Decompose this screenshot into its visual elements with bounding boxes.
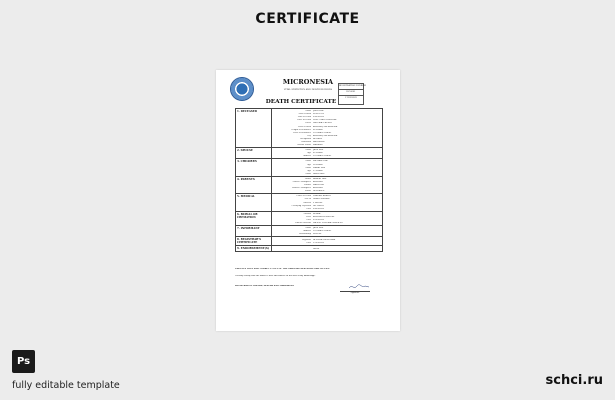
editable-note: fully editable template [12, 380, 120, 391]
form-section [236, 109, 382, 148]
field-row [273, 155, 381, 158]
field-label: Place of Birth [297, 125, 311, 128]
field-value: NATURAL CAUSES [313, 122, 332, 125]
field-label: Occupation [300, 137, 311, 140]
field-row [273, 222, 381, 225]
field-label: Cause [305, 122, 311, 125]
field-value: 2 HOURS [313, 201, 323, 204]
page-title: CERTIFICATE [255, 11, 360, 27]
section-label: 2. SPOUSE [236, 148, 272, 158]
field-value: KOLONIA, MICRONESIA [313, 134, 338, 137]
brand-watermark: schci.ru [545, 373, 603, 388]
field-value: 123 MAIN STREET [313, 155, 332, 158]
field-label: Education [301, 140, 311, 143]
field-label: Date of Birth [298, 113, 311, 116]
field-value: 123 MAIN STREET [313, 131, 332, 134]
footer-statement: THIS IS A TRUE AND CORRECT COPY OF THE ORIGINAL DEATH RECORD ON FILE [235, 268, 330, 270]
section-body [272, 194, 382, 210]
field-value: 123 MAIN STREET [313, 230, 332, 233]
field-label: Father's Birthplace [292, 181, 311, 184]
document-title: DEATH CERTIFICATE [265, 99, 337, 105]
field-value: 62 YEARS [313, 152, 323, 155]
footer-certification: I hereby certify that the above is true and correct to the best of my knowledge. [235, 275, 316, 277]
field-value: DECEASED [313, 190, 325, 193]
section-label: 1. DECEASED [236, 109, 272, 147]
section-body [272, 246, 382, 251]
field-row [273, 190, 381, 193]
section-body [272, 212, 382, 225]
field-label: Marital Status [297, 144, 311, 147]
section-label: 5. MEDICAL [236, 194, 272, 210]
field-label: Date [306, 219, 311, 222]
field-label: Date of Death [297, 116, 311, 119]
field-row [273, 233, 381, 236]
section-label: 8. REGISTRAR'S CERTIFICATE [236, 237, 272, 245]
country-name: MICRONESIA [282, 78, 334, 86]
field-label: Name [305, 172, 311, 175]
field-row [273, 247, 381, 250]
field-label: Date [306, 241, 311, 244]
section-body [272, 148, 382, 158]
field-value: SPOUSE [313, 233, 322, 236]
field-label: Name [305, 149, 311, 152]
field-label: Registrar [301, 238, 311, 241]
signature-icon [348, 284, 370, 290]
field-label: Due to [304, 198, 311, 201]
field-label: Name [305, 110, 311, 113]
field-value: CIVIC STATE HOSPITAL [313, 119, 337, 122]
field-label: Place of Residence [292, 131, 311, 134]
field-value: MARRIED [313, 144, 323, 147]
field-value: 01/01/1956 [313, 113, 324, 116]
field-label: Father [304, 177, 311, 180]
field-label: Mother [303, 184, 311, 187]
field-value: DAVID DOE [313, 172, 325, 175]
field-value: 03/03/2022 [313, 116, 324, 119]
field-value: KOLONIA CEMETERY [313, 215, 335, 218]
field-label: Status [304, 190, 311, 193]
section-label: 3. CHILDREN [236, 159, 272, 175]
section-body [272, 109, 382, 147]
field-value: HEART DISEASE [313, 198, 330, 201]
certificate-document [216, 70, 400, 331]
field-label: Funeral Director [294, 222, 311, 225]
field-label: Mother's Birthplace [291, 187, 311, 190]
field-value: JOHN DOE [313, 110, 324, 113]
field-label: Age [307, 163, 311, 166]
field-label: Certifying Physician [291, 204, 311, 207]
field-value: 38 YEARS [313, 163, 323, 166]
field-label: Length of Residence [291, 128, 311, 131]
field-value: OFFICIAL REGISTRAR [313, 238, 336, 241]
form-section [236, 148, 382, 159]
registration-number: DC-0001 [339, 89, 363, 93]
seal-icon [230, 77, 254, 101]
field-value: 35 YEARS [313, 169, 323, 172]
field-value: BACHELOR [313, 140, 325, 143]
field-value: 17/03/2022 [313, 241, 324, 244]
field-value: PACIFIC FUNERAL SERVICES [313, 222, 343, 225]
field-value: MARY DOE [313, 184, 324, 187]
form-section [236, 246, 382, 251]
field-value: KOLONIA, MICRONESIA [313, 125, 338, 128]
field-value: DR. SMITH [313, 204, 325, 207]
field-label: Date [306, 207, 311, 210]
footer-registrar: REGISTRAR OF BIRTHS, DEATHS AND MARRIAGES [235, 285, 294, 287]
section-label: 7. INFORMANT [236, 226, 272, 236]
form-section [236, 226, 382, 237]
section-body [272, 159, 382, 175]
field-label: Method [303, 212, 311, 215]
field-value: JANE DOE [313, 227, 324, 230]
field-value: JANE DOE [313, 149, 324, 152]
field-row [273, 144, 381, 147]
form-section [236, 237, 382, 246]
section-body [272, 237, 382, 245]
field-label: Place [305, 215, 311, 218]
section-label: 9. ENDORSEMENT(S) [236, 246, 272, 251]
section-label: 4. PARENTS [236, 177, 272, 193]
section-body [272, 177, 382, 193]
field-value: KOLONIA [313, 181, 323, 184]
field-label: Place of Death [297, 119, 311, 122]
field-value: 03/03/2022 [313, 207, 324, 210]
section-body [272, 226, 382, 236]
field-value: NONE [313, 247, 320, 250]
field-label: Cause of Death [296, 195, 311, 198]
field-value: RETIRED [313, 137, 323, 140]
field-value: 07/03/2022 [313, 219, 324, 222]
certificate-form [235, 108, 383, 252]
signature-caption: Signature [350, 292, 360, 294]
document-subtitle: VITAL STATISTICS AND DEATH RECORDS [283, 88, 333, 91]
section-label: 6. BURIAL OR CREMATION [236, 212, 272, 225]
field-label: Age [307, 169, 311, 172]
field-value: CARDIAC ARREST [313, 195, 332, 198]
field-label: Address [303, 230, 311, 233]
field-label: Name [305, 227, 311, 230]
field-label: City [307, 134, 311, 137]
field-label: Relationship [299, 233, 311, 236]
form-section [236, 194, 382, 211]
field-value: MICHAEL DOE [313, 160, 328, 163]
field-value: SARAH DOE [313, 166, 326, 169]
field-value: KOLONIA [313, 187, 323, 190]
registration-date: 17/03/2022 [339, 95, 363, 99]
field-label: Name [305, 160, 311, 163]
form-section [236, 212, 382, 226]
field-label: Interval [303, 201, 311, 204]
field-value: 66 YEARS [313, 128, 323, 131]
field-value: BURIAL [313, 212, 321, 215]
form-section [236, 177, 382, 194]
form-section [236, 159, 382, 176]
field-label: Name [305, 166, 311, 169]
field-value: ROBERT DOE [313, 177, 327, 180]
field-label: Age [307, 152, 311, 155]
registration-label: REGISTRATION NUMBER [339, 85, 366, 87]
photoshop-icon: Ps [12, 350, 35, 373]
field-label: Address [303, 155, 311, 158]
